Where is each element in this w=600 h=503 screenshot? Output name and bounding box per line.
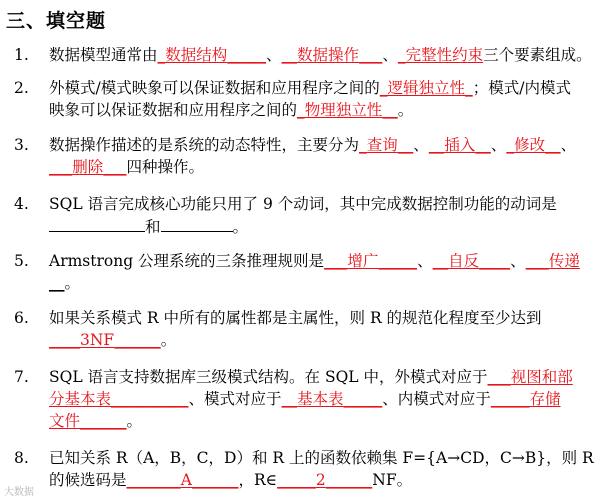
answer-blank: ____3NF______ bbox=[49, 331, 161, 349]
answer-blank: _逻辑独立性_ bbox=[379, 79, 473, 97]
answer-blank: _______A______ bbox=[126, 471, 239, 489]
question-number: 3. bbox=[14, 136, 29, 154]
empty-blank bbox=[49, 215, 145, 232]
question-number: 7. bbox=[14, 368, 29, 386]
answer-blank: ___删除___ bbox=[49, 158, 127, 176]
question-number: 5. bbox=[14, 252, 29, 270]
answer-blank: ___增广_____ bbox=[324, 252, 418, 270]
answer-blank: _完整性约束 bbox=[397, 46, 484, 64]
answer-blank: __数据操作___ bbox=[281, 46, 383, 64]
answer-blank: _数据结构_____ bbox=[157, 46, 267, 64]
question-number: 1. bbox=[14, 46, 29, 64]
answer-blank: ___视图和部 bbox=[487, 368, 573, 386]
answer-blank: ___传递 bbox=[525, 252, 580, 270]
answer-blank: _物理独立性__ bbox=[297, 101, 398, 119]
watermark: 大数据 bbox=[4, 487, 34, 498]
answer-blank: _查询__ bbox=[359, 136, 414, 154]
answer-blank: __自反____ bbox=[432, 252, 511, 270]
answer-blank: _修改__ bbox=[506, 136, 561, 154]
question-number: 4. bbox=[14, 195, 29, 213]
answer-blank: __基本表_____ bbox=[281, 390, 383, 408]
empty-blank bbox=[161, 215, 233, 232]
answer-blank: _____2______ bbox=[277, 471, 373, 489]
question-number: 6. bbox=[14, 309, 29, 327]
question-text: 数据模型通常由 bbox=[49, 46, 158, 64]
answer-blank: _____存储 bbox=[490, 390, 561, 408]
answer-blank: __插入__ bbox=[428, 136, 491, 154]
question-number: 8. bbox=[14, 449, 29, 467]
question-number: 2. bbox=[14, 79, 29, 97]
section-title: 三、填空题 bbox=[6, 10, 107, 32]
